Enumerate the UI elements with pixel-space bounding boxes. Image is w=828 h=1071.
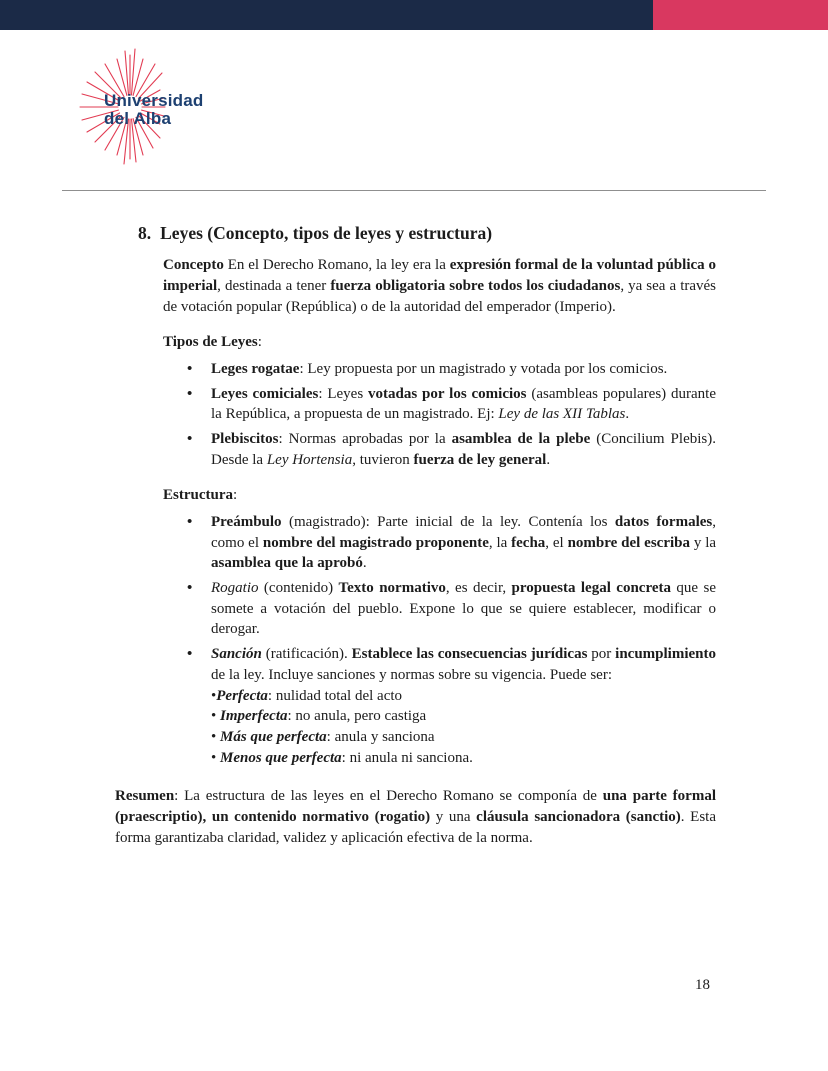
estructura-label: Estructura: (163, 487, 238, 504)
list-item-preambulo: • Preámbulo (magistrado): Parte inicial de la ley. Contenía los datos formales, como el nombre del magistrado proponente, la fecha, el nombre del escriba y la asamblea que la aprobó. (185, 512, 716, 574)
concepto-paragraph: Concepto En el Derecho Romano, la ley era la expresión formal de la voluntad pública o imperial, destinada a tener fuerza obligatoria sobre todos los ciudadanos, ya sea a través de votación popular (República) o de la autoridad del emperador (Imperio). (163, 257, 717, 315)
estructura-list (185, 512, 716, 768)
list-item-leges-rogatae: • Leges rogatae: Ley propuesta por un magistrado y votada por los comicios. (185, 359, 716, 380)
sancion-subline-mas-que-perfecta: • Más que perfecta: anula y sanciona (211, 728, 435, 745)
section-heading (138, 221, 716, 245)
heading-title: Leyes (Concepto, tipos de leyes y estructura) (160, 223, 493, 243)
sancion-subline-imperfecta: • Imperfecta: no anula, pero castiga (211, 708, 427, 725)
document-content (115, 221, 716, 848)
sancion-subline-perfecta: •Perfecta: nulidad total del acto (211, 687, 403, 704)
page-number: 18 (695, 977, 710, 993)
resumen-paragraph: Resumen: La estructura de las leyes en el Derecho Romano se componía de una parte formal (praescriptio), un contenido normativo (rogatio) y una cláusula sancionadora (sanctio). Esta forma garantizaba claridad, validez y aplicación efectiva de la norma. (115, 788, 717, 846)
list-item-plebiscitos: • Plebiscitos: Normas aprobadas por la asamblea de la plebe (Concilium Plebis). Desde la Ley Hortensia, tuvieron fuerza de ley general. (185, 429, 716, 470)
logo-line1: Universidad (104, 91, 204, 110)
logo-line2: del Alba (104, 109, 172, 128)
list-item-sancion (185, 644, 716, 768)
list-item-rogatio: • Rogatio (contenido) Texto normativo, es decir, propuesta legal concreta que se somete a votación del pueblo. Expone lo que se quiere establecer, modificar o derogar. (185, 578, 716, 640)
tipos-list (185, 359, 716, 470)
logo-text (104, 92, 204, 128)
header-bar-accent (653, 0, 828, 30)
sancion-subline-menos-que-perfecta: • Menos que perfecta: ni anula ni sanciona. (211, 749, 473, 766)
list-item-leyes-comiciales: • Leyes comiciales: Leyes votadas por los comicios (asambleas populares) durante la República, a propuesta de un magistrado. Ej: Ley de las XII Tablas. (185, 384, 716, 425)
university-logo (40, 42, 290, 187)
sancion-main-text: Sanción (ratificación). Establece las consecuencias jurídicas por incumplimiento de la ley. Incluye sanciones y normas sobre su vigencia. Puede ser: (211, 646, 717, 683)
heading-number: 8. (138, 223, 152, 243)
header-divider (62, 190, 766, 191)
tipos-label: Tipos de Leyes: (163, 334, 262, 351)
